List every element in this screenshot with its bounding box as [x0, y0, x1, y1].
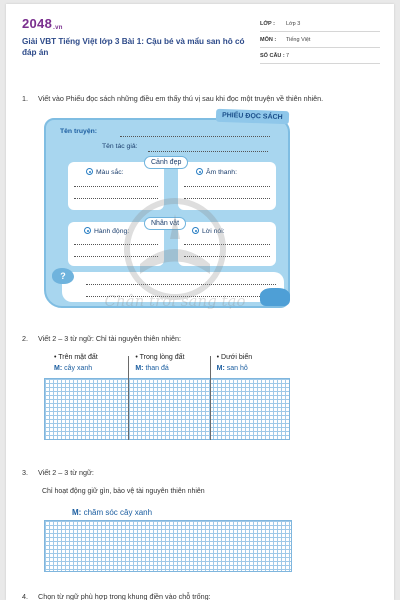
- column-divider-2: [210, 356, 211, 440]
- watermark-logo: [100, 194, 250, 314]
- meta-row-subject: MÔN : Tiếng Việt: [260, 32, 380, 48]
- question-3: 3. Viết 2 – 3 từ ngữ:: [22, 468, 94, 477]
- sound-label: Âm thanh:: [196, 168, 237, 176]
- question-2: 2. Viết 2 – 3 từ ngữ: Chỉ tài nguyên thiên nhiên:: [22, 334, 181, 343]
- meta-table: [260, 16, 380, 64]
- column-sea: • Dưới biển M: san hô: [216, 354, 253, 372]
- question-4: 4. Chọn từ ngữ phù hợp trong khung điền vào chỗ trống:: [22, 592, 211, 600]
- color-line-1[interactable]: [74, 186, 158, 187]
- question-3-example: M: chăm sóc cây xanh: [72, 508, 153, 517]
- card-tag: PHIẾU ĐỌC SÁCH: [216, 109, 289, 125]
- character-pill: Nhân vật: [144, 217, 186, 230]
- site-logo[interactable]: [22, 16, 63, 31]
- answer-grid-q2[interactable]: [44, 378, 290, 440]
- logo-text: 2048: [22, 16, 53, 31]
- resource-columns: [54, 354, 298, 372]
- meta-row-grade: LỚP : Lớp 3: [260, 16, 380, 32]
- speech-label: Lời nói:: [192, 227, 225, 235]
- flower-icon: [84, 227, 91, 234]
- sound-line-1[interactable]: [184, 186, 270, 187]
- question-1: 1. Viết vào Phiếu đọc sách những điều em thấy thú vị sau khi đọc một truyện về thiên nhiên.: [22, 94, 324, 103]
- meta-row-count: SỐ CÂU : 7: [260, 48, 380, 64]
- color-label: Màu sắc:: [86, 168, 124, 176]
- question-3-subtext: Chỉ hoạt động giữ gìn, bảo vệ tài nguyên thiên nhiên: [42, 488, 205, 495]
- document-page: [6, 4, 394, 600]
- column-underground: • Trong lòng đất M: than đá: [135, 354, 185, 372]
- fish-icon: [52, 268, 74, 284]
- question-mark: ?: [60, 271, 66, 281]
- flower-icon: [86, 168, 93, 175]
- author-label: Tên tác giả:: [102, 143, 138, 150]
- coral-icon: [260, 288, 290, 306]
- scene-pill: Cảnh đẹp: [144, 156, 188, 169]
- story-input[interactable]: [120, 136, 270, 137]
- svg-text:Chân trời sáng tạo: Chân trời sáng tạo: [104, 292, 246, 310]
- document-title: Giải VBT Tiếng Việt lớp 3 Bài 1: Cậu bé và mẩu san hô có đáp án: [22, 37, 245, 58]
- story-label: Tên truyện:: [60, 128, 98, 135]
- answer-grid-q3[interactable]: [44, 520, 292, 572]
- column-divider-1: [128, 356, 129, 440]
- logo-suffix: .vn: [53, 25, 63, 31]
- flower-icon: [196, 168, 203, 175]
- author-input[interactable]: [148, 151, 268, 152]
- column-surface: • Trên mặt đất M: cây xanh: [54, 354, 98, 372]
- action-label: Hành động:: [84, 227, 129, 235]
